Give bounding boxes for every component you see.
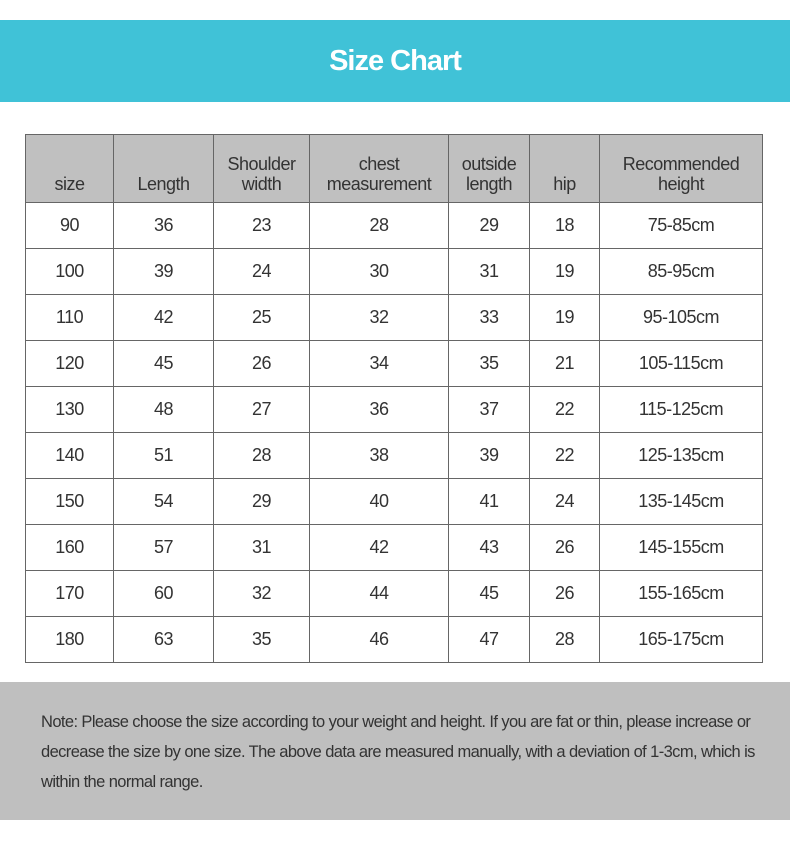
table-cell: 28 [214,433,310,479]
column-header-line: Length [137,174,190,194]
table-cell: 63 [114,617,214,663]
table-cell: 19 [530,295,600,341]
title-banner [0,20,790,102]
table-cell: 160 [26,525,114,571]
table-row [26,203,763,249]
column-header [114,135,214,203]
table-cell: 34 [310,341,449,387]
size-chart-table [25,134,763,663]
column-header-line: hip [553,174,576,194]
table-cell: 36 [114,203,214,249]
table-cell: 155-165cm [600,571,763,617]
table-cell: 36 [310,387,449,433]
table-cell: 57 [114,525,214,571]
column-header-line: Recommended [622,154,740,174]
table-cell: 120 [26,341,114,387]
table-cell: 26 [214,341,310,387]
column-header-line: measurement [326,174,432,194]
table-cell: 22 [530,433,600,479]
page-title: Size Chart [329,44,461,77]
column-header [310,135,449,203]
note-box [0,682,790,820]
table-cell: 22 [530,387,600,433]
table-cell: 39 [449,433,530,479]
table-cell: 38 [310,433,449,479]
table-row [26,249,763,295]
table-cell: 47 [449,617,530,663]
table-cell: 35 [449,341,530,387]
table-cell: 42 [310,525,449,571]
column-header-line: height [657,174,705,194]
table-cell: 24 [530,479,600,525]
table-header-row [26,135,763,203]
table-cell: 43 [449,525,530,571]
column-header-line: size [54,174,85,194]
table-row [26,525,763,571]
table-cell: 26 [530,525,600,571]
column-header-line: chest [358,154,400,174]
table-cell: 150 [26,479,114,525]
table-cell: 24 [214,249,310,295]
table-body [26,203,763,663]
table-cell: 135-145cm [600,479,763,525]
table-cell: 30 [310,249,449,295]
column-header [214,135,310,203]
column-header [449,135,530,203]
table-cell: 180 [26,617,114,663]
table-cell: 51 [114,433,214,479]
table-cell: 28 [310,203,449,249]
column-header-line: outside [461,154,517,174]
table-cell: 100 [26,249,114,295]
table-cell: 75-85cm [600,203,763,249]
table-row [26,295,763,341]
table-cell: 37 [449,387,530,433]
table-cell: 115-125cm [600,387,763,433]
table-row [26,479,763,525]
table-cell: 41 [449,479,530,525]
table-cell: 29 [449,203,530,249]
note-text: Note: Please choose the size according to your weight and height. If you are fat or thin, please increase or decrease the size by one size. The above data are measured manually, with a deviation of 1-3cm, which is within the normal range. [41,713,755,791]
table-row [26,387,763,433]
table-cell: 48 [114,387,214,433]
table-cell: 105-115cm [600,341,763,387]
table-cell: 40 [310,479,449,525]
table-cell: 28 [530,617,600,663]
table-cell: 26 [530,571,600,617]
table-row [26,617,763,663]
table-cell: 165-175cm [600,617,763,663]
table-cell: 29 [214,479,310,525]
table-cell: 32 [214,571,310,617]
table-cell: 18 [530,203,600,249]
table-cell: 35 [214,617,310,663]
table-cell: 31 [449,249,530,295]
table-row [26,571,763,617]
column-header [530,135,600,203]
table-cell: 32 [310,295,449,341]
table-row [26,433,763,479]
table-cell: 31 [214,525,310,571]
column-header [600,135,763,203]
table-cell: 95-105cm [600,295,763,341]
table-cell: 39 [114,249,214,295]
table-cell: 60 [114,571,214,617]
table-cell: 130 [26,387,114,433]
column-header-line: width [241,174,282,194]
table-cell: 45 [114,341,214,387]
table-cell: 110 [26,295,114,341]
column-header-line: length [465,174,513,194]
table-cell: 46 [310,617,449,663]
table-cell: 90 [26,203,114,249]
table-cell: 140 [26,433,114,479]
table-cell: 42 [114,295,214,341]
table-cell: 25 [214,295,310,341]
column-header-line: Shoulder [227,154,296,174]
table-cell: 170 [26,571,114,617]
table-cell: 23 [214,203,310,249]
table-cell: 44 [310,571,449,617]
table-cell: 145-155cm [600,525,763,571]
table-cell: 21 [530,341,600,387]
table-cell: 33 [449,295,530,341]
table-cell: 27 [214,387,310,433]
table-cell: 85-95cm [600,249,763,295]
table-cell: 125-135cm [600,433,763,479]
column-header [26,135,114,203]
table-cell: 19 [530,249,600,295]
table-cell: 54 [114,479,214,525]
table-row [26,341,763,387]
table-cell: 45 [449,571,530,617]
